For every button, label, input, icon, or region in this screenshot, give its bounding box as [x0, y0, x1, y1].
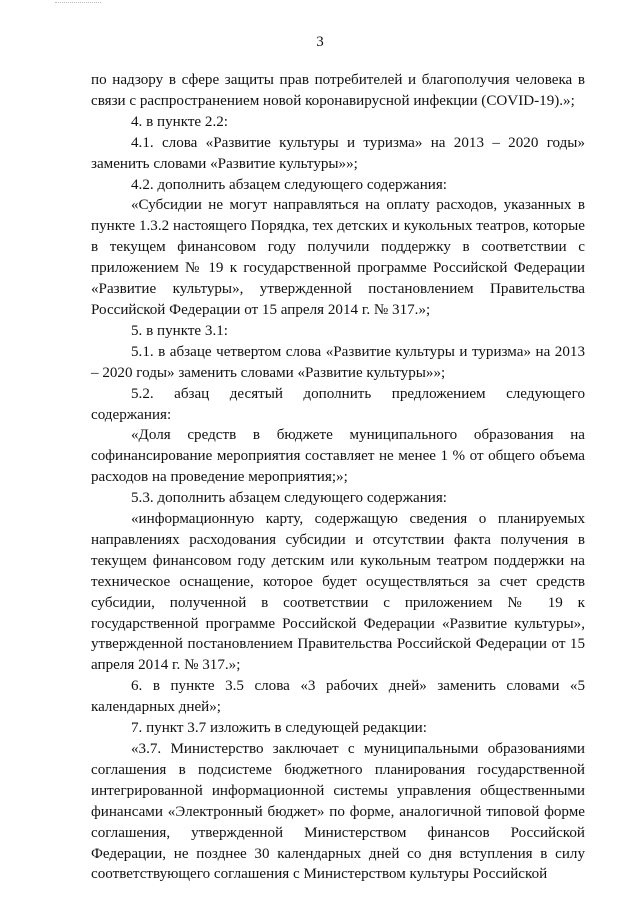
paragraph-item-7: 7. пункт 3.7 изложить в следующей редакции: [131, 720, 427, 737]
paragraph-item-5: 5. в пункте 3.1: [131, 322, 228, 339]
paragraph-item-6: 6. в пункте 3.5 слова «3 рабочих дней» заменить словами «5 календарных дней»; [91, 678, 585, 716]
paragraph-continuation: по надзору в сфере защиты прав потребителей и благополучия человека в связи с распространением новой коронавирусной инфекции (COVID-19).»; [91, 72, 585, 109]
paragraph-quote-subsidies: «Субсидии не могут направляться на оплату расходов, указанных в пункте 1.3.2 настоящего Порядка, тех детских и кукольных театров, которые в текущем финансовом году получили поддержку в соответствии с приложением № 19 к государственной программе Российской Федерации «Развитие культуры», утвержденной постановлением Правительства Российской Федерации от 15 апреля 2014 г. № 317.»; [91, 197, 585, 318]
paragraph-item-5-2: 5.2. абзац десятый дополнить предложением следующего содержания: [91, 385, 585, 423]
paragraph-item-4-1: 4.1. слова «Развитие культуры и туризма» на 2013 – 2020 годы» заменить словами «Развитие культуры»»; [91, 134, 585, 172]
paragraph-quote-3-7: «3.7. Министерство заключает с муниципальными образованиями соглашения в подсистеме бюджетного планирования государственной интегрированной информационной системы управления общественными финансами «Электронный бюджет» по форме, аналогичной типовой форме соглашения, утвержденной Министерством финансов Российской Федерации, не позднее 30 календарных дней со дня вступления в силу соответствующего соглашения с Министерством культуры Российской [91, 741, 585, 883]
paragraph-quote-info-card: «информационную карту, содержащую сведения о планируемых направлениях расходования субсидии и отсутствии факта получения в текущем финансовом году детским или кукольным театром поддержки на техническое оснащение, которое будет осуществляться за счет средств субсидии, полученной в соответствии с приложением № 19 к государственной программе Российской Федерации «Развитие культуры», утвержденной постановлением Правительства Российской Федерации от 15 апреля 2014 г. № 317.»; [91, 511, 585, 674]
paragraph-item-5-1: 5.1. в абзаце четвертом слова «Развитие культуры и туризма» на 2013 – 2020 годы» заменить словами «Развитие культуры»»; [91, 343, 585, 381]
paragraph-item-5-3: 5.3. дополнить абзацем следующего содержания: [131, 490, 447, 507]
paragraph-item-4: 4. в пункте 2.2: [131, 113, 228, 130]
page-number: 3 [316, 34, 324, 50]
scan-artifact [55, 2, 101, 5]
paragraph-quote-share: «Доля средств в бюджете муниципального образования на софинансирование мероприятия составляет не менее 1 % от общего объема расходов на проведение мероприятия;»; [91, 427, 585, 486]
paragraph-item-4-2: 4.2. дополнить абзацем следующего содержания: [131, 176, 447, 193]
document-body [91, 70, 585, 885]
